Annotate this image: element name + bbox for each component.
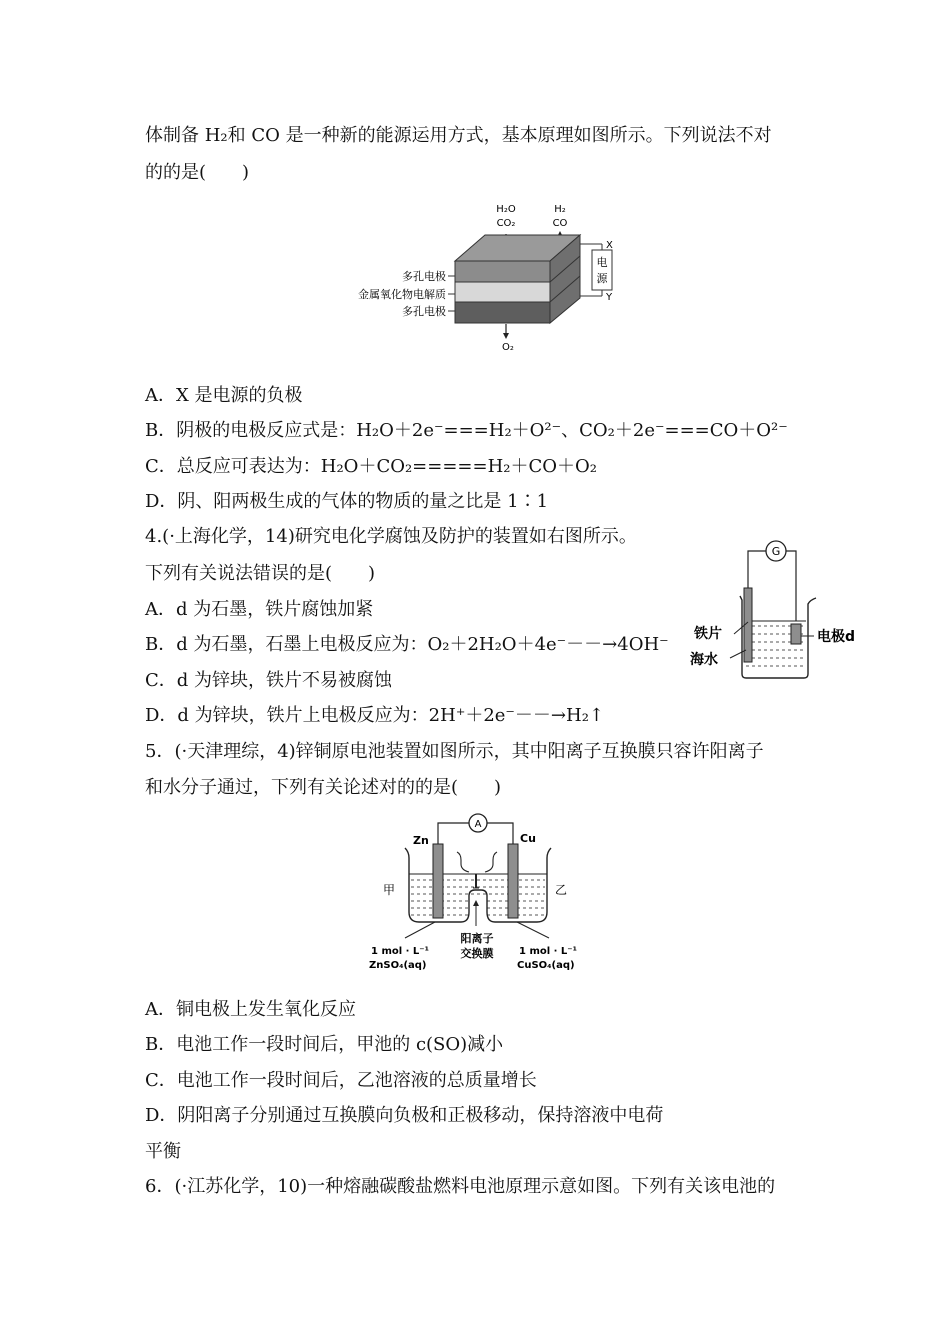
q3-option-d: D．阴、阳两极生成的气体的物质的量之比是 1∶1 [145, 491, 549, 512]
q3-option-c: C．总反应可表达为：H₂O＋CO₂=====H₂＋CO＋O₂ [145, 456, 598, 477]
q4-stem-line-2: 下列有关说法错误的是( ) [145, 563, 376, 584]
layer-electrolyte [455, 282, 550, 302]
q5-option-a: A．铜电极上发生氧化反应 [145, 999, 356, 1020]
label-zn: Zn [413, 834, 429, 847]
label-h2o: H₂O [496, 204, 516, 215]
layer-bottom-electrode [455, 302, 550, 323]
q3-stem-line-2: 的的是( ) [145, 162, 250, 183]
q5-option-d-continued: 平衡 [145, 1141, 181, 1162]
label-x: X [606, 240, 613, 251]
label-membrane-1: 阳离子 [460, 932, 494, 945]
zinc-electrode [433, 844, 443, 918]
label-right-conc: 1 mol · L⁻¹ [519, 946, 577, 957]
label-layer-middle: 金属氧化物电解质 [358, 288, 446, 301]
q3-option-b: B．阴极的电极反应式是：H₂O＋2e⁻===H₂＋O²⁻、CO₂＋2e⁻===CO＋O²⁻ [145, 420, 788, 441]
label-h2: H₂ [554, 204, 566, 215]
label-layer-bottom: 多孔电极 [402, 305, 446, 318]
label-y: Y [606, 292, 613, 303]
corrosion-figure [690, 538, 865, 680]
q5-stem-line-2: 和水分子通过，下列有关论述对的的是( ) [145, 777, 502, 798]
label-power-1: 电 [596, 256, 608, 269]
electrolyte-solution [409, 874, 547, 920]
label-co2: CO₂ [496, 218, 516, 229]
label-membrane-2: 交换膜 [460, 947, 494, 960]
q5-option-b: B．电池工作一段时间后，甲池的 c(SO)减小 [145, 1034, 504, 1055]
q4-option-b: B．d 为石墨，石墨上电极反应为：O₂＋2H₂O＋4e⁻－－→4OH⁻ [145, 634, 669, 655]
electrolysis-figure [340, 198, 650, 356]
q4-option-d: D．d 为锌块，铁片上电极反应为：2H⁺＋2e⁻－－→H₂↑ [145, 705, 605, 726]
layer-top-electrode [455, 261, 550, 282]
q5-option-c: C．电池工作一段时间后，乙池溶液的总质量增长 [145, 1070, 537, 1091]
q5-option-d: D．阴阳离子分别通过互换膜向负极和正极移动，保持溶液中电荷 [145, 1105, 664, 1126]
label-right-solution: CuSO₄(aq) [517, 960, 575, 971]
q4-option-a: A．d 为石墨，铁片腐蚀加紧 [145, 599, 374, 620]
label-o2: O₂ [502, 342, 514, 353]
q6-stem-line-1: 6．(·江苏化学，10)一种熔融碳酸盐燃料电池原理示意如图。下列有关该电池的 [145, 1176, 776, 1197]
galvanic-cell-figure [365, 812, 590, 974]
label-g: G [771, 545, 781, 558]
q4-option-c: C．d 为锌块，铁片不易被腐蚀 [145, 670, 393, 691]
label-cu: Cu [520, 832, 536, 845]
electrode-d [791, 624, 801, 644]
label-power-2: 源 [596, 272, 608, 285]
label-a: A [474, 819, 482, 830]
q5-stem-line-1: 5．(·天津理综，4)锌铜原电池装置如图所示，其中阳离子互换膜只容许阳离子 [145, 741, 764, 762]
q3-stem-line-1: 体制备 H₂和 CO 是一种新的能源运用方式，基本原理如图所示。下列说法不对 [145, 125, 772, 146]
label-seawater: 海水 [690, 652, 718, 668]
label-cell-left: 甲 [383, 883, 396, 897]
label-left-conc: 1 mol · L⁻¹ [371, 946, 429, 957]
label-iron: 铁片 [694, 626, 722, 642]
label-electrode-d: 电极d [817, 629, 856, 645]
q3-option-a: A．X 是电源的负极 [145, 385, 303, 406]
q4-stem-line-1: 4.(·上海化学，14)研究电化学腐蚀及防护的装置如右图所示。 [145, 526, 637, 547]
label-left-solution: ZnSO₄(aq) [369, 960, 427, 971]
label-cell-right: 乙 [555, 883, 568, 897]
label-layer-top: 多孔电极 [402, 270, 446, 283]
copper-electrode [508, 844, 518, 918]
label-co: CO [552, 218, 568, 229]
